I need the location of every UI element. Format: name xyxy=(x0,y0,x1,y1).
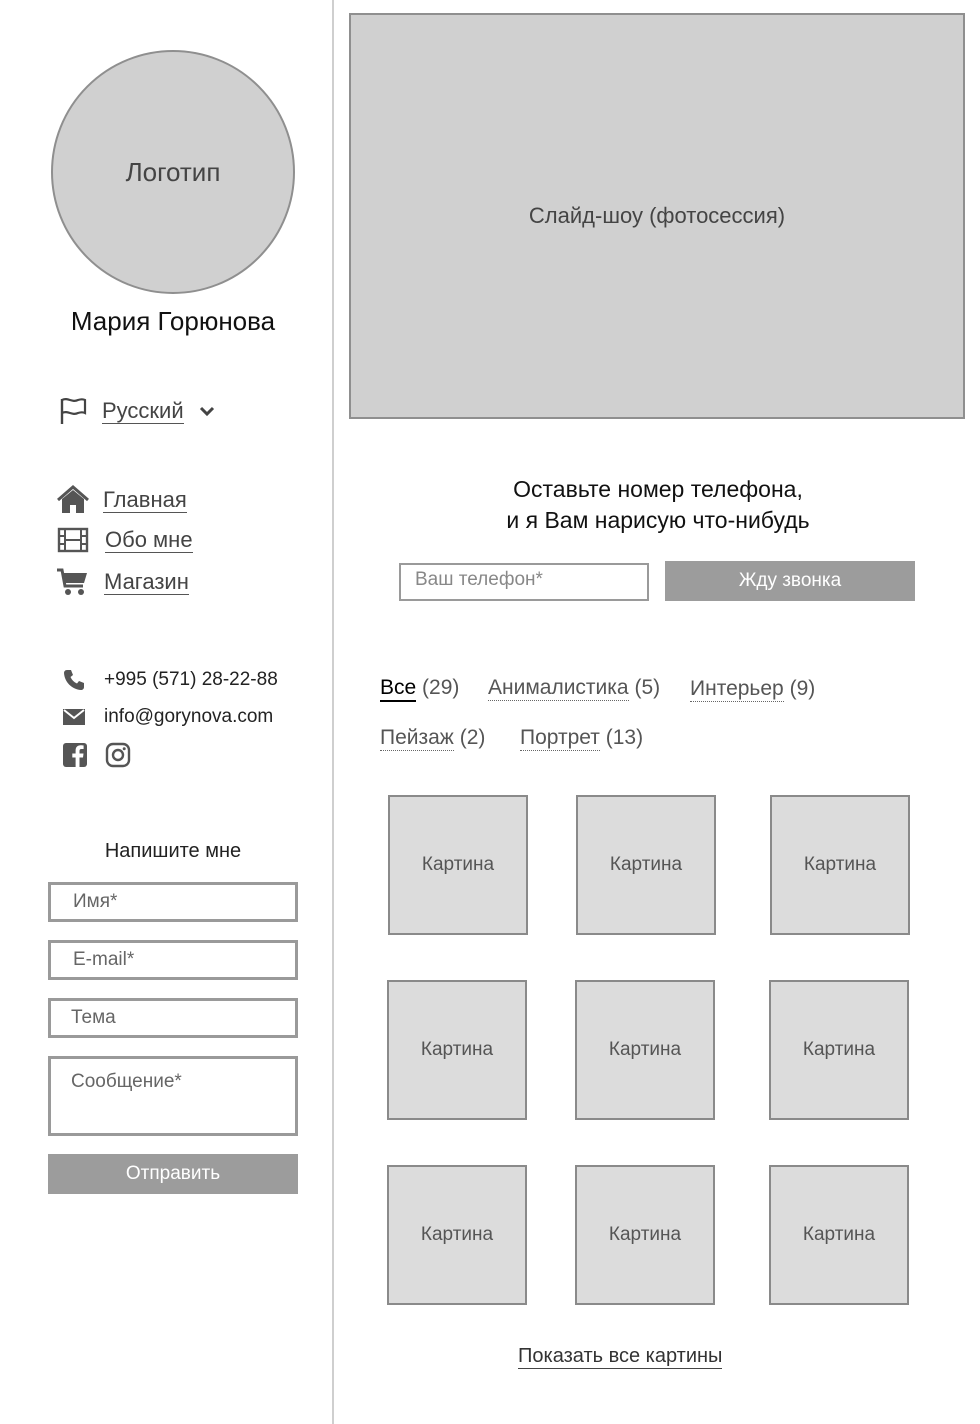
home-icon xyxy=(56,485,90,515)
filter-landscape[interactable] xyxy=(380,726,485,750)
filter-name: Интерьер xyxy=(690,677,784,700)
sidebar-divider xyxy=(332,0,334,1424)
phone-icon xyxy=(62,668,86,692)
cart-icon xyxy=(56,567,90,597)
nav-label-about: Обо мне xyxy=(105,526,193,552)
email-field[interactable]: E-mail* xyxy=(48,940,298,980)
language-selector[interactable] xyxy=(58,396,216,426)
phone-number: +995 (571) 28-22-88 xyxy=(104,669,278,690)
gallery-item[interactable]: Картина xyxy=(769,980,909,1120)
filter-name: Анималистика xyxy=(488,676,629,699)
message-field[interactable]: Сообщение* xyxy=(48,1056,298,1136)
callback-title-line1: Оставьте номер телефона, xyxy=(513,476,803,502)
filter-count: (5) xyxy=(634,676,661,699)
slideshow[interactable] xyxy=(349,13,965,419)
mail-icon xyxy=(62,705,86,729)
gallery-item[interactable]: Картина xyxy=(769,1165,909,1305)
subject-field[interactable]: Тема xyxy=(48,998,298,1038)
gallery-item[interactable]: Картина xyxy=(575,980,715,1120)
facebook-icon[interactable] xyxy=(62,742,88,768)
slideshow-label: Слайд-шоу (фотосессия) xyxy=(528,203,786,228)
nav-item-about[interactable] xyxy=(56,525,193,555)
filter-name: Все xyxy=(380,676,416,702)
flag-icon xyxy=(58,396,88,426)
filter-count: (2) xyxy=(459,726,486,749)
film-icon xyxy=(56,525,90,555)
gallery-item[interactable]: Картина xyxy=(388,795,528,935)
filter-count: (13) xyxy=(605,726,644,749)
logo-label: Логотип xyxy=(125,156,221,187)
gallery-item[interactable]: Картина xyxy=(387,1165,527,1305)
language-label: Русский xyxy=(102,397,184,423)
callback-title xyxy=(360,474,956,536)
nav-label-home: Главная xyxy=(103,486,187,512)
nav-item-home[interactable] xyxy=(56,485,187,515)
name-field[interactable]: Имя* xyxy=(48,882,298,922)
callback-title-line2: и я Вам нарисую что-нибудь xyxy=(506,507,810,533)
instagram-icon[interactable] xyxy=(105,742,131,768)
gallery-item[interactable]: Картина xyxy=(770,795,910,935)
filter-count: (29) xyxy=(422,676,460,699)
email-address: info@gorynova.com xyxy=(104,706,274,727)
social-links xyxy=(62,742,131,768)
filter-animalistics[interactable] xyxy=(488,676,660,700)
nav-label-shop: Магазин xyxy=(104,568,189,594)
show-all-link[interactable]: Показать все картины xyxy=(518,1345,723,1367)
logo[interactable] xyxy=(51,50,295,294)
filter-interior[interactable] xyxy=(690,677,815,701)
filter-all[interactable] xyxy=(380,676,459,700)
gallery-item[interactable]: Картина xyxy=(576,795,716,935)
callback-button[interactable]: Жду звонка xyxy=(665,561,915,601)
contact-email[interactable] xyxy=(62,705,274,729)
filter-portrait[interactable] xyxy=(520,726,643,750)
filter-count: (9) xyxy=(789,677,816,700)
nav-item-shop[interactable] xyxy=(56,567,189,597)
gallery-item[interactable]: Картина xyxy=(575,1165,715,1305)
filter-name: Портрет xyxy=(520,726,600,749)
person-name: Мария Горюнова xyxy=(70,306,276,336)
contact-phone[interactable] xyxy=(62,668,278,692)
filter-name: Пейзаж xyxy=(380,726,454,749)
contact-form-title: Напишите мне xyxy=(104,840,242,862)
phone-input[interactable]: Ваш телефон* xyxy=(399,563,649,601)
gallery-item[interactable]: Картина xyxy=(387,980,527,1120)
send-button[interactable]: Отправить xyxy=(48,1154,298,1194)
chevron-down-icon xyxy=(198,402,216,420)
